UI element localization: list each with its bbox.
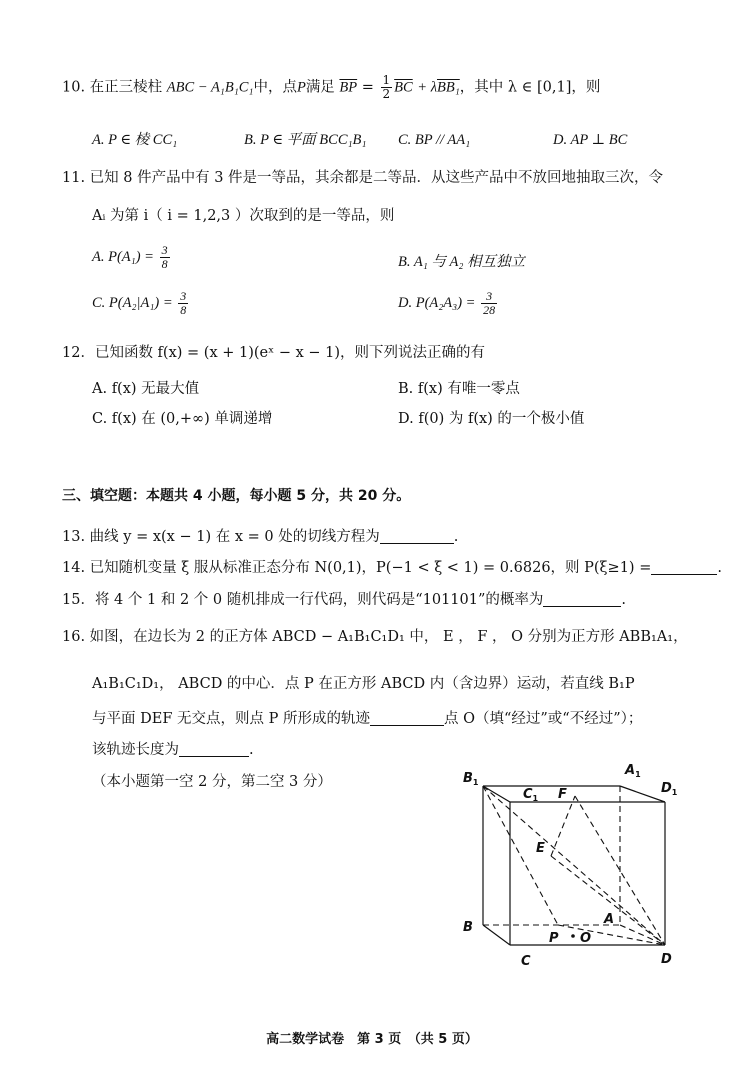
edge-b1c1 bbox=[483, 786, 510, 802]
cube-figure bbox=[455, 760, 695, 975]
q16-line3: 与平面 DEF 无交点，则点 P 所形成的轨迹 点 O（填“经过”或“不经过”）； bbox=[92, 711, 643, 727]
point-o-dot bbox=[571, 934, 575, 938]
q15: 15．将 4 个 1 和 2 个 0 随机排成一行代码，则代码是“101101”的概率为 . bbox=[62, 592, 627, 608]
edge-a1d1 bbox=[620, 786, 665, 802]
q12-stem: 12．已知函数 f(x) = (x + 1)(eˣ − x − 1)，则下列说法正确的有 bbox=[62, 345, 486, 361]
segment-b1p bbox=[483, 786, 558, 925]
q10-option-c: C. BP // AA₁ bbox=[398, 132, 471, 148]
q12-option-d: D. f(0) 为 f(x) 的一个极小值 bbox=[398, 411, 585, 427]
q10-option-a: A. P ∈ 棱 CC₁ bbox=[92, 132, 178, 148]
label-d: D bbox=[661, 952, 672, 967]
label-f: F bbox=[558, 787, 567, 802]
q14-answer-blank bbox=[651, 560, 717, 575]
q12-option-b: B. f(x) 有唯一零点 bbox=[398, 381, 520, 397]
q16-line1: 16. 如图，在边长为 2 的正方体 ABCD − A₁B₁C₁D₁ 中， E ， F ， O 分别为正方形 ABB₁A₁， bbox=[62, 629, 688, 645]
q11-option-d: D. P(A₂A₃) = $\frac{3}{28}$ bbox=[398, 289, 496, 317]
q12-option-a: A. f(x) 无最大值 bbox=[92, 381, 200, 397]
label-c: C bbox=[521, 954, 531, 969]
label-b: B bbox=[463, 920, 473, 935]
q11-option-b: B. A₁ 与 A₂ 相互独立 bbox=[398, 254, 526, 270]
q13: 13. 曲线 y = x(x − 1) 在 x = 0 处的切线方程为 . bbox=[62, 529, 459, 545]
q13-answer-blank bbox=[380, 529, 454, 544]
q10-option-d: D. AP ⊥ BC bbox=[553, 132, 628, 148]
label-a: A bbox=[604, 912, 615, 927]
q16-answer-blank-1 bbox=[370, 711, 444, 726]
edge-ad-hidden bbox=[620, 925, 665, 945]
fraction-half: $\frac{1}{2}$ bbox=[382, 73, 391, 101]
q11-stem-line2: Aᵢ 为第 i（ i = 1,2,3 ）次取到的是一等品，则 bbox=[92, 208, 395, 224]
segment-ed bbox=[551, 856, 665, 945]
page-footer: 高二数学试卷 第 3 页 （共 5 页） bbox=[266, 1032, 478, 1047]
label-d1: $D_1$ bbox=[661, 781, 678, 797]
edge-bc bbox=[483, 925, 510, 945]
section-heading-fill-in: 三、填空题：本题共 4 小题，每小题 5 分，共 20 分。 bbox=[62, 488, 411, 504]
label-e: E bbox=[536, 841, 545, 856]
segment-ef bbox=[551, 796, 575, 856]
label-a1: $A_1$ bbox=[625, 763, 641, 779]
q11-option-c: C. P(A₂|A₁) = $\frac{3}{8}$ bbox=[92, 289, 187, 317]
q12-option-c: C. f(x) 在 (0,+∞) 单调递增 bbox=[92, 411, 273, 427]
q15-answer-blank bbox=[543, 592, 621, 607]
q14: 14. 已知随机变量 ξ 服从标准正态分布 N(0,1)，P(−1 < ξ < 1) = 0.6826，则 P(ξ≥1) = . bbox=[62, 560, 722, 576]
q10-stem: 10. 在正三棱柱 ABC − A₁B₁C₁中，点P满足 $\overline{BP}$ = $\frac{1}{2}$ $\overline{BC} + \lambda BB_1$，其中 λ ∈ [0,1]，则 bbox=[62, 73, 601, 101]
q16-line4: 该轨迹长度为 . bbox=[92, 742, 254, 758]
q16-score-note: （本小题第一空 2 分，第二空 3 分） bbox=[92, 774, 332, 790]
label-o: O bbox=[580, 931, 592, 946]
label-b1: $B_1$ bbox=[463, 771, 479, 787]
label-p: P bbox=[549, 931, 559, 946]
q10-option-b: B. P ∈ 平面 BCC₁B₁ bbox=[244, 132, 367, 148]
q11-option-a: A. P(A₁) = $\frac{3}{8}$ bbox=[92, 243, 168, 271]
q16-line2: A₁B₁C₁D₁， ABCD 的中心．点 P 在正方形 ABCD 内（含边界）运动，若直线 B₁P bbox=[92, 676, 635, 692]
q16-answer-blank-2 bbox=[179, 742, 249, 757]
q11-stem-line1: 11. 已知 8 件产品中有 3 件是一等品，其余都是二等品．从这些产品中不放回地抽取三次，令 bbox=[62, 170, 664, 186]
label-c1: $C_1$ bbox=[523, 787, 539, 803]
